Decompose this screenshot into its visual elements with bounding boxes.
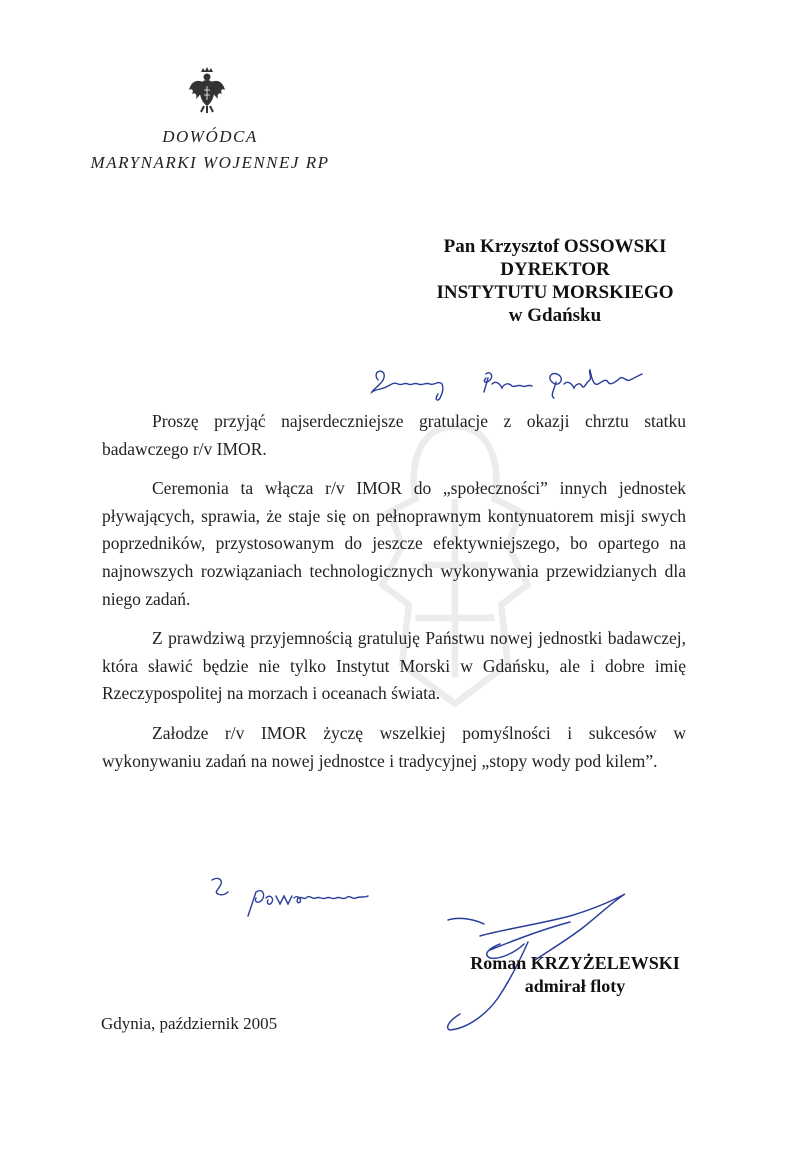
- body-paragraph-4: Załodze r/v IMOR życzę wszelkiej pomyślności i sukcesów w wykonywaniu zadań na nowej jednostce i tradycyjnej „stopy wody pod kilem”.: [102, 722, 686, 771]
- handwritten-closing: [200, 872, 390, 932]
- signatory-block: [420, 952, 730, 998]
- addressee-name: Pan Krzysztof OSSOWSKI: [443, 236, 667, 257]
- addressee-city: w Gdańsku: [508, 305, 602, 326]
- sender-title: DOWÓDCA: [162, 127, 258, 146]
- sender-organization: MARYNARKI WOJENNEJ RP: [90, 153, 330, 172]
- addressee-institution: INSTYTUTU MORSKIEGO: [436, 282, 674, 303]
- sender-block: [80, 124, 340, 176]
- addressee-block: [380, 235, 730, 327]
- signatory-rank: admirał floty: [524, 976, 626, 996]
- eagle-emblem-icon: [187, 66, 227, 114]
- place-and-date: Gdynia, październik 2005: [101, 1014, 278, 1033]
- addressee-position: DYREKTOR: [500, 259, 610, 280]
- handwritten-salutation: [368, 362, 658, 406]
- body-paragraph-3: Z prawdziwą przyjemnością gratuluję Państwu nowej jednostki badawczej, która sławić będzie nie tylko Instytut Morski w Gdańsku, ale i dobre imię Rzeczypospolitej na morzach i oceanach świata.: [102, 628, 686, 704]
- letter-body: [102, 408, 686, 787]
- body-paragraph-2: Ceremonia ta włącza r/v IMOR do „społeczności” innych jednostek pływających, sprawia, że staje się on pełnoprawnym kontynuatorem misji swych poprzedników, przystosowanym do jeszcze efektywniejszego, bo opartego na najnowszych rozwiązaniach technologicznych wykonywania przewidzianych dla niego zadań.: [102, 478, 686, 609]
- body-paragraph-1: Proszę przyjąć najserdeczniejsze gratulacje z okazji chrztu statku badawczego r/v IMOR.: [102, 411, 686, 459]
- signatory-name: Roman KRZYŻELEWSKI: [470, 953, 680, 973]
